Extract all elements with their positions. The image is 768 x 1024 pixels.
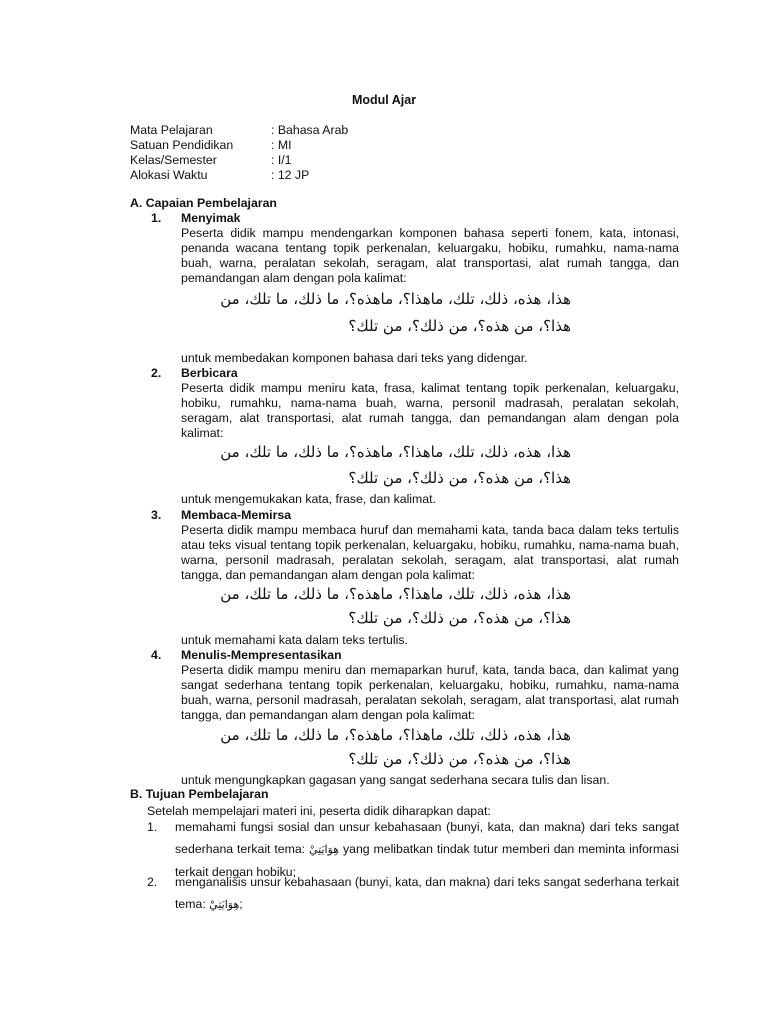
item-number: 4. xyxy=(151,648,162,662)
arabic-theme-word: هِوَايَتِيْ xyxy=(209,898,240,911)
item-purpose: untuk mengungkapkan gagasan yang sangat sederhana secara tulis dan lisan. xyxy=(181,773,610,787)
arabic-sentence-pattern: هذا، هذه، ذلك، تلك، ماهذا؟، ماهذه؟، ما ذلك، ما تلك، من xyxy=(220,443,571,461)
module-info xyxy=(130,123,348,183)
objective-text-start: memahami fungsi sosial dan unsur kebahasaan (bunyi, kata, dan makna) dari teks sangat sederhana terkait tema: xyxy=(175,820,679,856)
item-heading: Membaca-Memirsa xyxy=(181,508,292,522)
objective-number: 2. xyxy=(147,875,158,889)
arabic-sentence-pattern: هذا، هذه، ذلك، تلك، ماهذا؟، ماهذه؟، ما ذلك، ما تلك، من xyxy=(220,290,571,308)
arabic-sentence-pattern: هذا؟، من هذه؟، من ذلك؟، من تلك؟ xyxy=(348,317,571,335)
item-heading: Menyimak xyxy=(181,211,241,225)
info-label: Kelas/Semester xyxy=(130,153,217,167)
objective-number: 1. xyxy=(147,820,158,834)
objectives-intro: Setelah mempelajari materi ini, peserta didik diharapkan dapat: xyxy=(147,804,491,818)
arabic-theme-word: هِوَايَتِيْ xyxy=(308,843,340,856)
document-title: Modul Ajar xyxy=(351,93,417,107)
info-value: : Bahasa Arab xyxy=(271,123,349,137)
item-number: 2. xyxy=(151,366,162,380)
item-description: Peserta didik mampu membaca huruf dan memahami kata, tanda baca dalam teks tertulis atau teks visual tentang topik perkenalan, keluargaku, hobiku, rumahku, nama-nama buah, warna, personil madrasah, peralatan sekolah, seragam, alat transportasi, alat rumah tangga, dan pemandangan alam dengan pola kalimat: xyxy=(181,523,679,582)
item-number: 1. xyxy=(151,211,162,225)
item-purpose: untuk membedakan komponen bahasa dari teks yang didengar. xyxy=(181,351,528,365)
arabic-sentence-pattern: هذا، هذه، ذلك، تلك، ماهذا؟، ماهذه؟، ما ذلك، ما تلك، من xyxy=(220,585,571,603)
item-purpose: untuk memahami kata dalam teks tertulis. xyxy=(181,633,408,647)
info-value: : I/1 xyxy=(271,153,292,167)
item-number: 3. xyxy=(151,508,162,522)
arabic-sentence-pattern: هذا؟، من هذه؟، من ذلك؟، من تلك؟ xyxy=(348,750,571,768)
info-label: Satuan Pendidikan xyxy=(130,138,234,152)
item-heading: Menulis-Mempresentasikan xyxy=(181,648,342,662)
info-value: : MI xyxy=(271,138,292,152)
item-description: Peserta didik mampu meniru dan memaparkan huruf, kata, tanda baca, dan kalimat yang sangat sederhana tentang topik perkenalan, keluargaku, hobiku, rumahku, nama-nama buah, warna, personil madrasah, peralatan sekolah, seragam, alat transportasi, alat rumah tangga, dan pemandangan alam dengan pola kalimat: xyxy=(181,663,679,722)
info-row-class-semester xyxy=(130,153,348,168)
section-heading-learning-outcomes: A. Capaian Pembelajaran xyxy=(130,196,277,210)
objective-text-end: ; xyxy=(239,897,243,911)
arabic-sentence-pattern: هذا، هذه، ذلك، تلك، ماهذا؟، ماهذه؟، ما ذلك، ما تلك، من xyxy=(220,726,571,744)
section-heading-learning-objectives: B. Tujuan Pembelajaran xyxy=(130,787,269,801)
item-description: Peserta didik mampu meniru kata, frasa, kalimat tentang topik perkenalan, keluargaku, hobiku, rumahku, nama-nama buah, warna, personil madrasah, peralatan sekolah, seragam, alat transportasi, alat rumah tangga, dan pemandangan alam dengan pola kalimat: xyxy=(181,381,679,440)
info-label: Alokasi Waktu xyxy=(130,168,208,182)
info-value: : 12 JP xyxy=(271,168,310,182)
objective-text xyxy=(175,871,679,916)
info-row-school-unit xyxy=(130,138,348,153)
arabic-sentence-pattern: هذا؟، من هذه؟، من ذلك؟، من تلك؟ xyxy=(348,469,571,487)
info-row-time-allocation xyxy=(130,168,348,183)
arabic-sentence-pattern: هذا؟، من هذه؟، من ذلك؟، من تلك؟ xyxy=(348,609,571,627)
objective-text-end: yang melibatkan tindak tutur memberi dan meminta informasi terkait dengan hobiku; xyxy=(175,842,679,879)
info-label: Mata Pelajaran xyxy=(130,123,213,137)
item-heading: Berbicara xyxy=(181,366,238,380)
objective-text-start: menganalisis unsur kebahasaan (bunyi, kata, dan makna) dari teks sangat sederhana terkait tema: xyxy=(175,875,679,911)
item-description: Peserta didik mampu mendengarkan komponen bahasa seperti fonem, kata, intonasi, penanda wacana tentang topik perkenalan, keluargaku, hobiku, rumahku, nama-nama buah, warna, peralatan sekolah, seragam, alat transportasi, alat rumah tangga, dan pemandangan alam dengan pola kalimat: xyxy=(181,226,679,285)
info-row-subject xyxy=(130,123,348,138)
item-purpose: untuk mengemukakan kata, frase, dan kalimat. xyxy=(181,492,436,506)
